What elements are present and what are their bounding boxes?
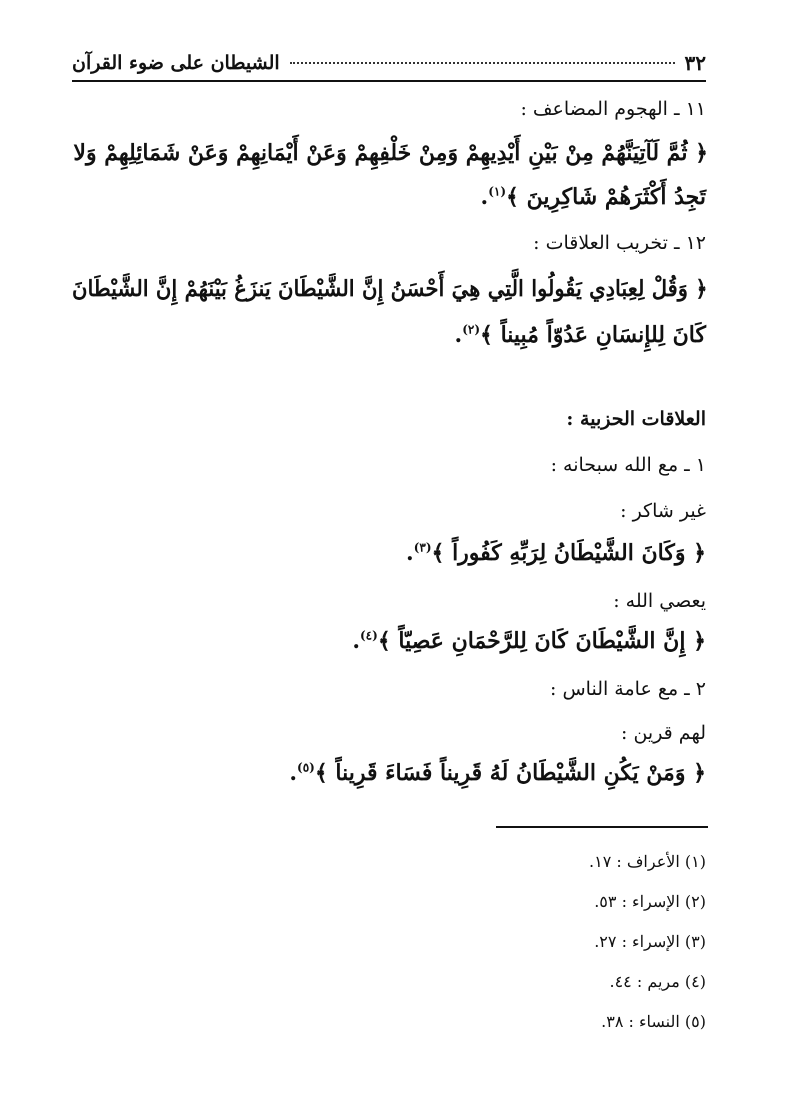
- item12-verse-line2: كَانَ لِلإِنسَانِ عَدُوّاً مُبِيناً ﴾$^{(٢)}$.: [454, 322, 706, 348]
- item12-verse-line1: ﴿ وَقُلْ لِعِبَادِي يَقُولُوا الَّتِي هِيَ أَحْسَنُ إِنَّ الشَّيْطَانَ يَنزَغُ بَيْنَهُمْ إِنَّ الشَّيْطَانَ: [72, 276, 708, 302]
- verse-text: ﴿ وَكَانَ الشَّيْطَانُ لِرَبِّهِ كَفُوراً ﴾: [431, 540, 706, 566]
- footnote-1: (١) الأعراف : ١٧.: [589, 852, 706, 871]
- sub2-heading: ٢ ـ مع عامة الناس :: [550, 678, 706, 700]
- sub1-heading: ١ ـ مع الله سبحانه :: [550, 454, 706, 476]
- footnote-marker: (٤): [359, 628, 378, 643]
- verse-text: تَجِدُ أَكْثَرَهُمْ شَاكِرِينَ ﴾: [506, 184, 706, 210]
- page-number: ٣٢: [684, 51, 706, 75]
- verse4: ﴿ إِنَّ الشَّيْطَانَ كَانَ لِلرَّحْمَانِ عَصِيّاً ﴾$^{(٤)}$.: [352, 628, 706, 654]
- verse3: ﴿ وَكَانَ الشَّيْطَانُ لِرَبِّهِ كَفُوراً ﴾$^{(٣)}$.: [406, 540, 706, 566]
- section-title: العلاقات الحزبية :: [566, 408, 706, 430]
- header-leader-dots: [290, 62, 675, 64]
- running-title: الشيطان على ضوء القرآن: [72, 52, 280, 74]
- disobeys-label: يعصي الله :: [613, 590, 706, 612]
- item11-verse-line1: ﴿ ثُمَّ لَآتِيَنَّهُمْ مِنْ بَيْنِ أَيْدِيهِمْ وَمِنْ خَلْفِهِمْ وَعَنْ أَيْمَانِهِمْ وَعَنْ شَمَائِلِهِمْ وَلا: [73, 140, 708, 166]
- footnote-marker: (٥): [297, 760, 315, 775]
- footnote-3: (٣) الإسراء : ٢٧.: [594, 932, 706, 951]
- item11-verse-line2: تَجِدُ أَكْثَرَهُمْ شَاكِرِينَ ﴾$^{(١)}$.: [480, 184, 706, 210]
- verse5: ﴿ وَمَنْ يَكُنِ الشَّيْطَانُ لَهُ قَرِيناً فَسَاءَ قَرِيناً ﴾$^{(٥)}$.: [289, 760, 706, 786]
- ungrateful-label: غير شاكر :: [620, 500, 706, 522]
- companion-label: لهم قرين :: [621, 722, 706, 744]
- verse-text: ﴿ وَمَنْ يَكُنِ الشَّيْطَانُ لَهُ قَرِيناً فَسَاءَ قَرِيناً ﴾: [314, 760, 706, 786]
- footnote-2: (٢) الإسراء : ٥٣.: [594, 892, 706, 911]
- footnote-marker: (١): [488, 184, 507, 199]
- verse-text: كَانَ لِلإِنسَانِ عَدُوّاً مُبِيناً ﴾: [480, 322, 706, 348]
- footnote-5: (٥) النساء : ٣٨.: [601, 1012, 706, 1031]
- footnote-separator: [496, 826, 708, 828]
- footnote-4: (٤) مريم : ٤٤.: [609, 972, 706, 991]
- item11-heading: ١١ ـ الهجوم المضاعف :: [520, 98, 706, 120]
- verse-text: ﴿ إِنَّ الشَّيْطَانَ كَانَ لِلرَّحْمَانِ عَصِيّاً ﴾: [377, 628, 706, 654]
- footnote-marker: (٣): [413, 540, 432, 555]
- footnote-marker: (٢): [462, 322, 481, 337]
- item12-heading: ١٢ ـ تخريب العلاقات :: [533, 232, 706, 254]
- page-header: [72, 48, 706, 82]
